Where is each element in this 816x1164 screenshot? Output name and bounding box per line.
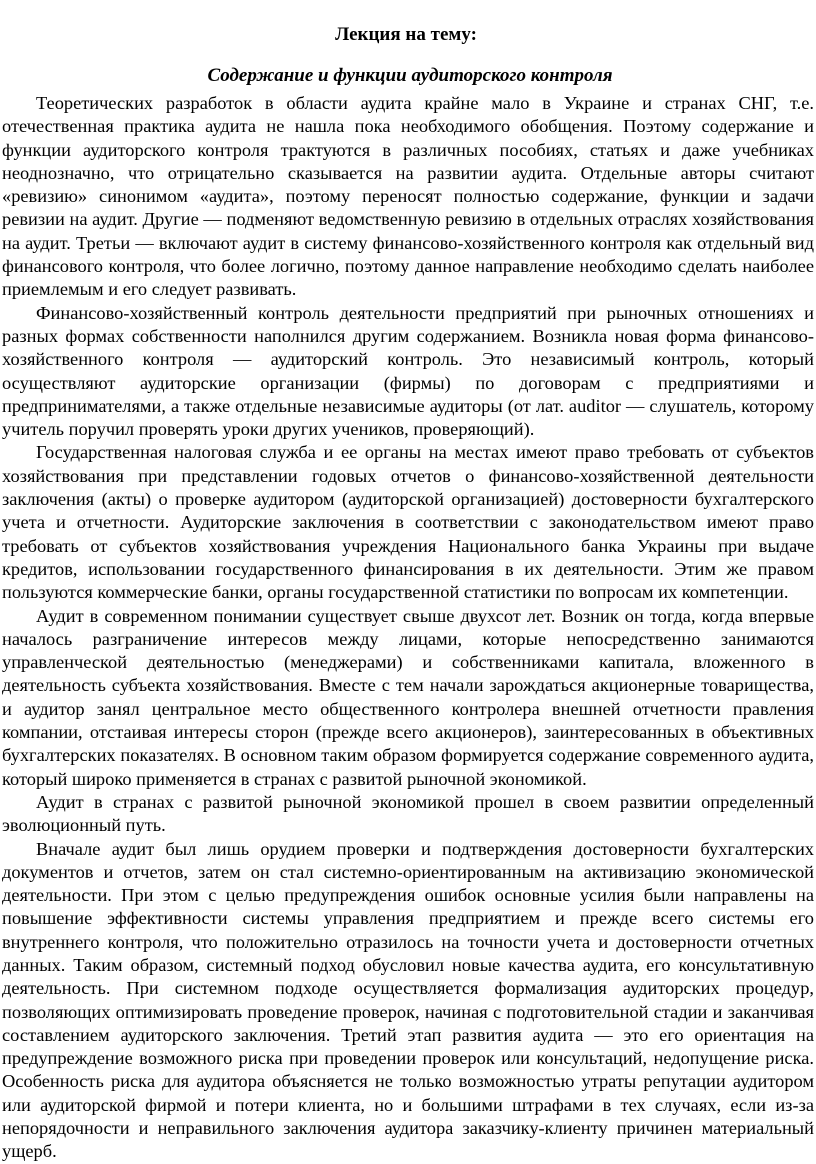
- paragraph: Вначале аудит был лишь орудием проверки и подтверждения достоверности бухгалтерских документов и отчетов, затем он стал системно-ориентированным на активизацию экономической деятельности. При этом с целью предупреждения ошибок основные усилия были направлены на повышение эффективности системы управления предприятием и прежде всего системы его внутреннего контроля, что положительно отразилось на точности учета и достоверности отчетных данных. Таким образом, системный подход обусловил новые качества аудита, его консультативную деятельность. При системном подходе осуществляется формализация аудиторских процедур, позволяющих оптимизировать проведение проверок, начиная с подготовительной стадии и заканчивая составлением аудиторского заключения. Третий этап развития аудита — это его ориентация на предупреждение возможного риска при проведении проверок или консультаций, недопущение риска. Особенность риска для аудитора объясняется не только возможностью утраты репутации аудитором или аудиторской фирмой и потери клиента, но и большими штрафами в тех случаях, если из-за непорядочности и неправильного заключения аудитора заказчику-клиенту причинен материальный ущерб.: [2, 838, 814, 1162]
- paragraph: Финансово-хозяйственный контроль деятельности предприятий при рыночных отношениях и разных формах собственности наполнился другим содержанием. Возникла новая форма финансово-хозяйственного контроля — аудиторский контроль. Это независимый контроль, который осуществляют аудиторские организации (фирмы) по договорам с предприятиями и предпринимателями, а также отдельные независимые аудиторы (от лат. auditor — слушатель, которому учитель поручил проверять уроки других учеников, проверяющий).: [2, 302, 814, 440]
- paragraph: Аудит в современном понимании существует свыше двухсот лет. Возник он тогда, когда впервые началось разграничение интересов между лицами, которые непосредственно занимаются управленческой деятельностью (менеджерами) и собственниками капитала, вложенного в деятельность субъекта хозяйствования. Вместе с тем начали зарождаться акционерные товарищества, и аудитор занял центральное место общественного контролера внешней отчетности правления компании, отстаивая интересы сторон (прежде всего акционеров), заинтересованных в объективных бухгалтерских показателях. В основном таким образом формируется содержание современного аудита, который широко применяется в странах с развитой рыночной экономикой.: [2, 605, 814, 789]
- paragraph: Государственная налоговая служба и ее органы на местах имеют право требовать от субъектов хозяйствования при представлении годовых отчетов о финансово-хозяйственной деятельности заключения (акты) о проверке аудитором (аудиторской организацией) достоверности бухгалтерского учета и отчетности. Аудиторские заключения в соответствии с законодательством имеют право требовать от субъектов хозяйствования учреждения Национального банка Украины при выдаче кредитов, использовании государственного финансирования в их деятельности. Этим же правом пользуются коммерческие банки, органы государственной статистики по вопросам их компетенции.: [2, 442, 814, 603]
- lecture-topic-title: Содержание и функции аудиторского контроля: [207, 65, 613, 86]
- lecture-body: [2, 92, 814, 1164]
- lecture-heading: Лекция на тему:: [335, 24, 477, 45]
- paragraph: Аудит в странах с развитой рыночной экономикой прошел в своем развитии определенный эволюционный путь.: [2, 791, 814, 836]
- paragraph: Теоретических разработок в области аудита крайне мало в Украине и странах СНГ, т.е. отечественная практика аудита не нашла пока необходимого обобщения. Поэтому содержание и функции аудиторского контроля трактуются в различных пособиях, статьях и даже учебниках неоднозначно, что отрицательно сказывается на развитии аудита. Отдельные авторы считают «ревизию» синонимом «аудита», поэтому переносят полностью содержание, функции и задачи ревизии на аудит. Другие — подменяют ведомственную ревизию в отдельных отраслях хозяйствования на аудит. Третьи — включают аудит в систему финансово-хозяйственного контроля как отдельный вид финансового контроля, что более логично, поэтому данное направление необходимо сделать наиболее приемлемым и его следует развивать.: [2, 93, 814, 300]
